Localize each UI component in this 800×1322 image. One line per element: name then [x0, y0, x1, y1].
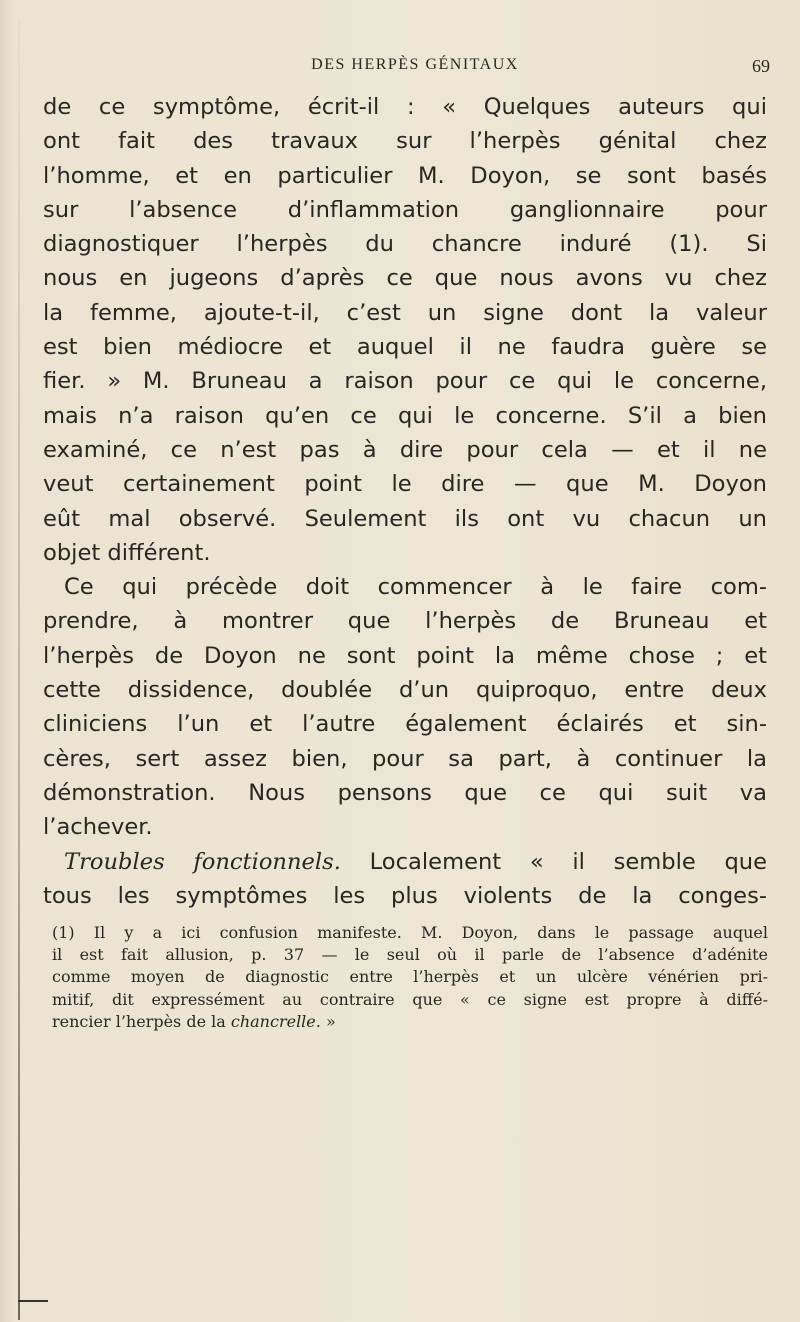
text-line: ont fait des travaux sur l’herpès génital chez: [43, 128, 767, 155]
footnote-line: (1) Il y a ici confusion manifeste. M. Doyon, dans le passage auquel: [52, 923, 768, 942]
section-heading: Troubles fonctionnels.: [64, 848, 341, 875]
footnote: [52, 922, 768, 1033]
text-line: de ce symptôme, écrit-il : « Quelques auteurs qui: [43, 94, 767, 120]
text-run: Localement « il semble que: [369, 848, 768, 875]
running-title: DES HERPÈS GÉNITAUX: [311, 56, 519, 73]
text-line: l’herpès de Doyon ne sont point la même chose ; et: [43, 642, 767, 669]
corner-mark: [18, 1300, 48, 1302]
text-run: rencier l’herpès de la: [52, 1011, 231, 1031]
text-line: examiné, ce n’est pas à dire pour cela — et il ne: [43, 436, 767, 463]
text-line: cette dissidence, doublée d’un quiproquo, entre deux: [43, 677, 767, 704]
text-line: l’homme, et en particulier M. Doyon, se sont basés: [43, 162, 767, 189]
text-line: démonstration. Nous pensons que ce qui suit va: [43, 779, 767, 806]
page-number: 69: [752, 56, 770, 76]
text-line: sur l’absence d’inflammation ganglionnaire pour: [43, 196, 767, 223]
text-line-with-heading: [43, 845, 767, 879]
text-line: l’achever.: [43, 814, 153, 841]
text-line: cères, sert assez bien, pour sa part, à continuer la: [43, 745, 767, 772]
text-run: »: [320, 1011, 336, 1031]
footnote-line: il est fait allusion, p. 37 — le seul où il parle de l’absence d’adénite: [52, 945, 768, 965]
main-text: [43, 90, 767, 913]
text-line: cliniciens l’un et l’autre également éclairés et sin-: [43, 711, 767, 738]
text-line: veut certainement point le dire — que M. Doyon: [43, 471, 767, 498]
running-header: [60, 56, 770, 84]
footnote-line: comme moyen de diagnostic entre l’herpès et un ulcère vénérien pri-: [52, 967, 768, 987]
text-line: prendre, à montrer que l’herpès de Bruneau et: [43, 608, 767, 635]
italic-term: chancrelle.: [230, 1011, 321, 1031]
text-line: tous les symptômes les plus violents de la conges-: [43, 882, 767, 909]
text-line: est bien médiocre et auquel il ne faudra guère se: [43, 334, 767, 361]
text-line: eût mal observé. Seulement ils ont vu chacun un: [43, 505, 767, 532]
text-line: mais n’a raison qu’en ce qui le concerne. S’il a bien: [43, 402, 767, 429]
page-edge-shadow: [18, 20, 20, 1320]
text-line: Ce qui précède doit commencer à le faire com-: [64, 574, 767, 601]
text-line: nous en jugeons d’après ce que nous avons vu chez: [43, 265, 767, 292]
text-line: fier. » M. Bruneau a raison pour ce qui le concerne,: [43, 368, 767, 395]
text-line: diagnostiquer l’herpès du chancre induré (1). Si: [43, 231, 767, 258]
text-line: objet différent.: [43, 539, 211, 566]
footnote-line: mitif, dit expressément au contraire que « ce signe est propre à diffé-: [52, 989, 768, 1009]
text-line: la femme, ajoute-t-il, c’est un signe dont la valeur: [43, 299, 767, 326]
footnote-line-last: [52, 1011, 768, 1033]
